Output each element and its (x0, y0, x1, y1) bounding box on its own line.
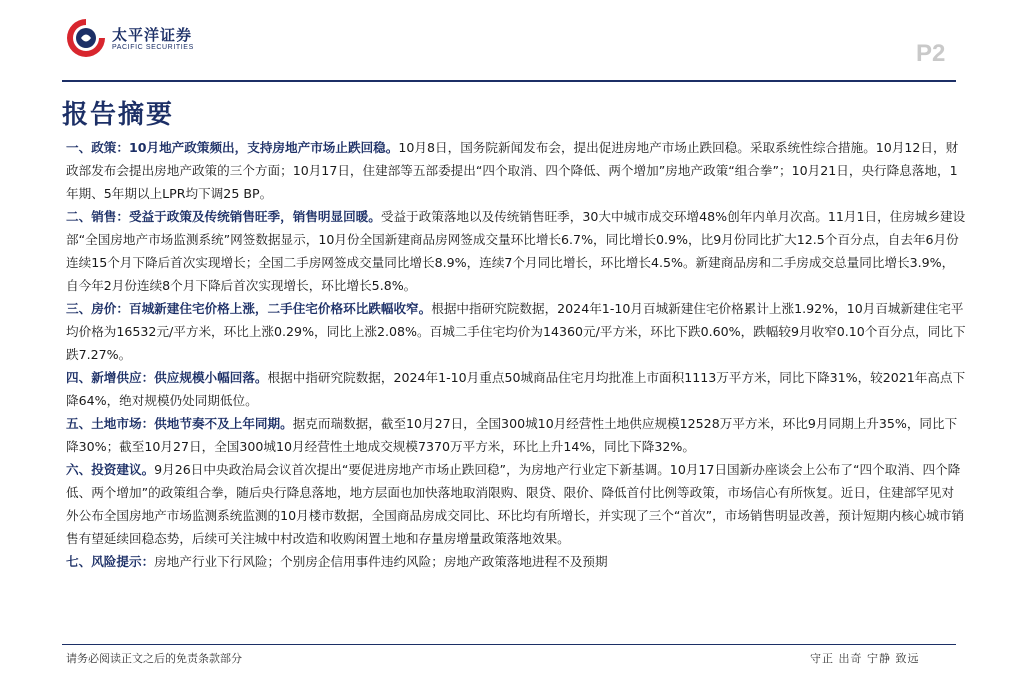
section-heading: 二、销售：受益于政策及传统销售旺季，销售明显回暖。 (66, 209, 381, 224)
section-heading: 四、新增供应：供应规模小幅回落。 (66, 370, 268, 385)
section-investment-advice (66, 458, 966, 550)
section-heading: 一、政策：10月地产政策频出，支持房地产市场止跌回稳。 (66, 140, 399, 155)
footer-motto: 守正 出奇 宁静 致远 (810, 652, 920, 665)
section-text: 受益于政策落地以及传统销售旺季，30大中城市成交环增48%创年内单月次高。11月1日，住房城乡建设部“全国房地产市场监测系统”网签数据显示，10月份全国新建商品房网签成交量环比增长6.7%，同比增长0.9%，比9月份同比扩大12.5个百分点，自去年6月份连续15个月下降后首次实现增长；全国二手房网签成交量同比增长8.9%，连续7个月同比增长，环比增长4.5%。新建商品房和二手房成交总量同比增长3.9%，自今年2月份连续8个月下降后首次实现增长，环比增长5.8%。 (66, 209, 966, 293)
section-heading: 六、投资建议。 (66, 462, 155, 477)
section-policy (66, 136, 966, 205)
section-text: 据克而瑞数据，截至10月27日，全国300城10月经营性土地供应规模12528万平方米，环比9月同期上升35%，同比下降30%；截至10月27日，全国300城10月经营性土地成交规模7370万平方米，环比上升14%，同比下降32%。 (66, 416, 958, 454)
section-new-supply (66, 366, 966, 412)
section-text: 10月8日，国务院新闻发布会，提出促进房地产市场止跌回稳。采取系统性综合措施。10月12日，财政部发布会提出房地产政策的三个方面；10月17日，住建部等五部委提出“四个取消、四个降低、两个增加”房地产政策“组合拳”；10月21日，央行降息落地，1年期、5年期以上LPR均下调25 BP。 (66, 140, 959, 201)
brand-name-english: PACIFIC SECURITIES (112, 44, 194, 51)
header-divider (62, 80, 956, 82)
summary-body (66, 136, 966, 573)
footer-divider (62, 644, 956, 645)
section-heading: 七、风险提示： (66, 554, 155, 569)
section-text: 房地产行业下行风险；个别房企信用事件违约风险；房地产政策落地进程不及预期 (154, 554, 608, 569)
section-land-market (66, 412, 966, 458)
section-risk-warning (66, 550, 966, 573)
page-header (0, 0, 1024, 84)
section-heading: 五、土地市场：供地节奏不及上年同期。 (66, 416, 293, 431)
footer-disclaimer: 请务必阅读正文之后的免责条款部分 (66, 652, 242, 665)
page-title: 报告摘要 (62, 100, 175, 130)
pacific-securities-logo-icon (64, 16, 108, 60)
section-text: 9月26日中央政治局会议首次提出“要促进房地产市场止跌回稳”，为房地产行业定下新基调。10月17日国新办座谈会上公布了“四个取消、四个降低、两个增加”的政策组合拳，随后央行降息落地，地方层面也加快落地取消限购、限贷、限价、降低首付比例等政策，市场信心有所恢复。近日，住建部罕见对外公布全国房地产市场监测系统监测的10月楼市数据，全国商品房成交同比、环比均有所增长，并实现了三个“首次”，市场销售明显改善，预计短期内核心城市销售有望延续回稳态势，后续可关注城中村改造和收购闲置土地和存量房增量政策落地效果。 (66, 462, 965, 546)
section-heading: 三、房价：百城新建住宅价格上涨，二手住宅价格环比跌幅收窄。 (66, 301, 432, 316)
page-number: P2 (916, 40, 946, 67)
section-text: 根据中指研究院数据，2024年1-10月重点50城商品住宅月均批准上市面积1113万平方米，同比下降31%，较2021年高点下降64%，绝对规模仍处同期低位。 (66, 370, 966, 408)
brand-name: 太平洋证券 (112, 26, 193, 44)
section-sales (66, 205, 966, 297)
section-text: 根据中指研究院数据，2024年1-10月百城新建住宅价格累计上涨1.92%，10月百城新建住宅平均价格为16532元/平方米，环比上涨0.29%，同比上涨2.08%。百城二手住宅均价为14360元/平方米，环比下跌0.60%，跌幅较9月收窄0.10个百分点，同比下跌7.27%。 (66, 301, 966, 362)
section-prices (66, 297, 966, 366)
